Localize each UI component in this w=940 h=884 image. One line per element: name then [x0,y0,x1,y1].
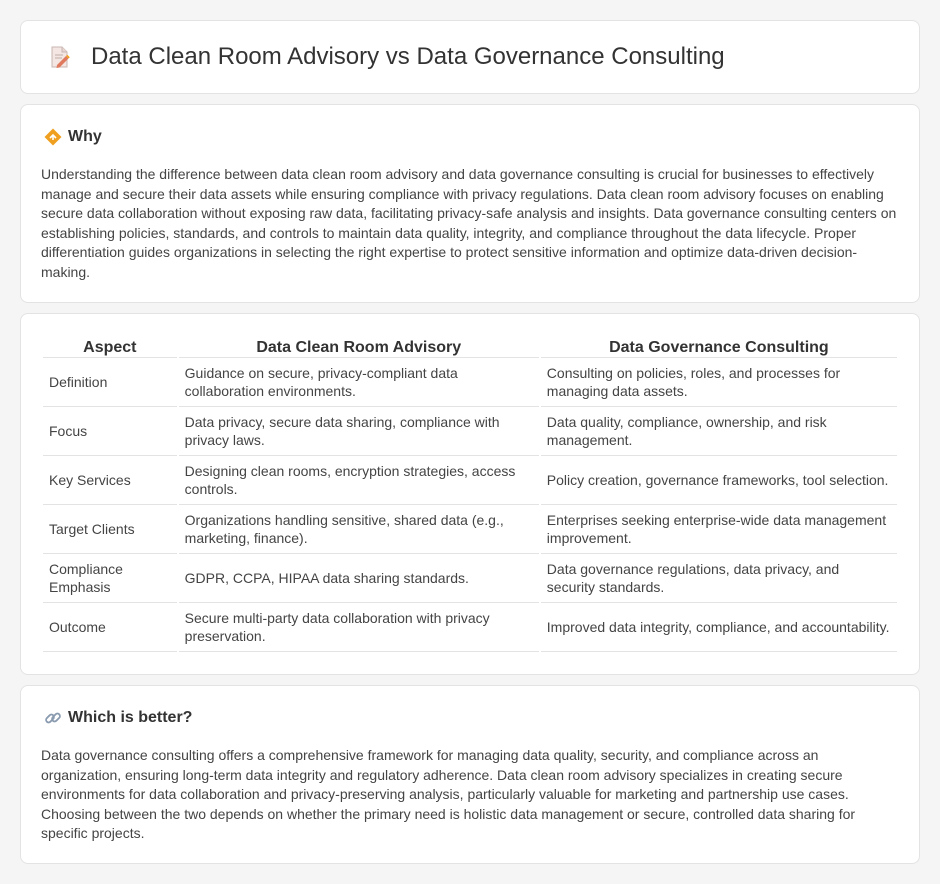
aspect-cell: Definition [43,358,177,407]
clean-room-cell: Secure multi-party data collaboration with privacy preservation. [179,603,539,652]
governance-cell: Enterprises seeking enterprise-wide data management improvement. [541,505,897,554]
governance-cell: Improved data integrity, compliance, and accountability. [541,603,897,652]
diamond-direction-icon [43,127,63,147]
aspect-cell: Compliance Emphasis [43,554,177,603]
link-icon [43,708,63,728]
governance-cell: Data governance regulations, data privacy, and security standards. [541,554,897,603]
comparison-table [41,336,899,652]
why-section [20,104,920,303]
clean-room-cell: Data privacy, secure data sharing, compliance with privacy laws. [179,407,539,456]
which-better-paragraph: Data governance consulting offers a comprehensive framework for managing data quality, security, and compliance across an organization, ensuring long-term data integrity and regulatory adherence. Data clean room advisory specializes in creating secure environments for data collaboration and privacy-preserving analysis, particularly valuable for marketing and partnership use cases. Choosing between the two depends on whether the primary need is holistic data management or secure, controlled data sharing for specific projects. [41,747,856,841]
clean-room-cell: Designing clean rooms, encryption strategies, access controls. [179,456,539,505]
why-paragraph: Understanding the difference between data clean room advisory and data governance consulting is crucial for businesses to effectively manage and secure their data assets while ensuring compliance with privacy regulations. Data clean room advisory focuses on enabling secure data collaboration without exposing raw data, facilitating privacy-safe analysis and insights. Data governance consulting centers on establishing policies, standards, and controls to maintain data quality, integrity, and compliance throughout the data lifecycle. Proper differentiation guides organizations in selecting the right expertise to protect sensitive information and optimize data-driven decision-making. [41,166,897,280]
why-heading: Why [68,128,102,145]
page-title: Data Clean Room Advisory vs Data Governance Consulting [91,43,725,70]
aspect-cell: Focus [43,407,177,456]
table-row [43,358,897,407]
which-better-section [20,685,920,864]
clean-room-cell: GDPR, CCPA, HIPAA data sharing standards. [179,554,539,603]
aspect-cell: Target Clients [43,505,177,554]
aspect-cell: Key Services [43,456,177,505]
governance-cell: Data quality, compliance, ownership, and risk management. [541,407,897,456]
clean-room-cell: Organizations handling sensitive, shared data (e.g., marketing, finance). [179,505,539,554]
aspect-cell: Outcome [43,603,177,652]
table-row [43,407,897,456]
clean-room-cell: Guidance on secure, privacy-compliant data collaboration environments. [179,358,539,407]
table-row [43,505,897,554]
header-aspect: Aspect [43,336,177,358]
header-governance: Data Governance Consulting [541,336,897,358]
table-row [43,554,897,603]
table-header-row [43,336,897,358]
document-edit-icon [45,43,73,71]
which-better-heading: Which is better? [68,709,193,726]
governance-cell: Consulting on policies, roles, and processes for managing data assets. [541,358,897,407]
governance-cell: Policy creation, governance frameworks, tool selection. [541,456,897,505]
comparison-card [20,313,920,675]
table-row [43,603,897,652]
header-clean-room: Data Clean Room Advisory [179,336,539,358]
title-card [20,20,920,94]
table-row [43,456,897,505]
